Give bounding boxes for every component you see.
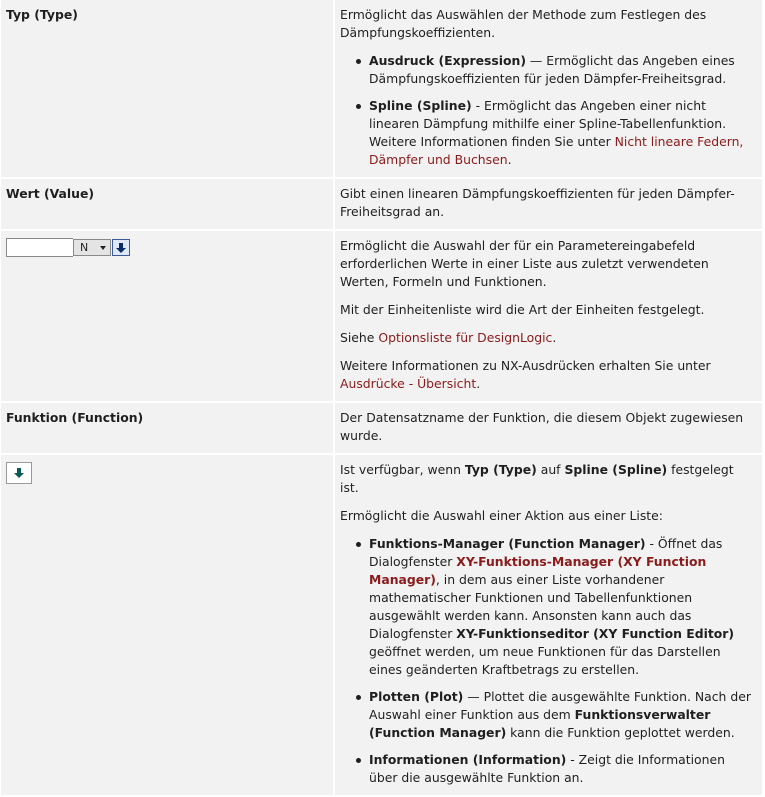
list-item <box>369 52 754 88</box>
item-text: kann die Funktion geplottet werden. <box>506 725 735 740</box>
text-span: Siehe <box>340 330 379 345</box>
text-span: . <box>552 330 557 345</box>
text-span: Ist verfügbar, wenn <box>340 462 465 477</box>
item-term: XY-Funktionseditor (XY Function Editor) <box>456 626 735 641</box>
item-text: , in dem aus einer Liste vorhandener mathematischer Funktionen und Tabellenfunktionen ausgewählt werden kann. Ansonsten kann auch das Dialogfenster <box>369 572 693 641</box>
item-term: Plotten (Plot) <box>369 689 464 704</box>
option-description <box>335 403 762 453</box>
arrow-down-icon <box>115 242 127 254</box>
description-text: Mit der Einheitenliste wird die Art der Einheiten festgelegt. <box>340 302 705 317</box>
designlogic-options-link[interactable]: Optionsliste für DesignLogic <box>378 330 553 345</box>
item-term: Funktions-Manager (Function Manager) <box>369 536 646 551</box>
table-row <box>1 0 762 177</box>
unit-value: N <box>80 240 89 254</box>
xy-function-manager-link[interactable]: XY-Funktions-Manager (XY Function Manager) <box>369 554 707 587</box>
description-text <box>340 461 754 497</box>
item-text: — Plottet die ausgewählte Funktion. Nach der Auswahl einer Funktion aus dem <box>369 689 751 722</box>
text-span: . <box>476 376 481 391</box>
item-text: geöffnet werden, um neue Funktionen für das Darstellen eines geänderten Kraftbetrags zu erstellen. <box>369 644 721 677</box>
option-description <box>335 179 762 229</box>
function-menu-button[interactable] <box>6 462 32 484</box>
unit-dropdown[interactable] <box>73 239 111 256</box>
item-term: Spline (Spline) <box>369 98 472 113</box>
option-name: Typ (Type) <box>1 0 333 177</box>
item-text: - Ermöglicht das Angeben einer nicht linearen Dämpfung mithilfe einer Spline-Tabellenfunktion. Weitere Informationen finden Sie unter <box>369 98 727 149</box>
text-span: festgelegt ist. <box>340 462 734 495</box>
description-text <box>340 329 754 347</box>
option-description <box>335 0 762 177</box>
item-text: - Öffnet das Dialogfenster <box>369 536 723 569</box>
expressions-overview-link[interactable]: Ausdrücke - Übersicht <box>340 376 477 391</box>
arrow-down-icon <box>13 467 25 479</box>
item-term: Ausdruck (Expression) <box>369 53 526 68</box>
table-row <box>1 455 762 795</box>
value-input[interactable] <box>6 238 73 257</box>
option-name: Wert (Value) <box>1 179 333 229</box>
list-item <box>369 535 754 679</box>
description-text: Ermöglicht die Auswahl einer Aktion aus einer Liste: <box>340 508 663 523</box>
description-text: Der Datensatzname der Funktion, die diesem Objekt zugewiesen wurde. <box>340 410 744 443</box>
option-name: Funktion (Function) <box>1 403 333 453</box>
expression-widget <box>6 238 327 257</box>
option-description <box>335 455 762 795</box>
chevron-down-icon <box>100 246 106 250</box>
bullet-list <box>340 535 754 787</box>
list-item <box>369 751 754 787</box>
item-term: Informationen (Information) <box>369 752 567 767</box>
item-text: — Ermöglicht das Angeben eines Dämpfungskoeffizienten für jeden Dämpfer-Freiheitsgrad. <box>369 53 735 86</box>
nonlinear-springs-link[interactable]: Nicht lineare Federn, Dämpfer und Buchsen <box>369 134 744 167</box>
item-text: - Zeigt die Informationen über die ausgewählte Funktion an. <box>369 752 725 785</box>
option-widget-cell <box>1 231 333 401</box>
table-row <box>1 231 762 401</box>
bullet-list <box>340 52 754 169</box>
table-row <box>1 403 762 453</box>
item-term: Funktionsverwalter (Function Manager) <box>369 707 711 740</box>
item-text-end: . <box>507 152 512 167</box>
description-text <box>340 357 754 393</box>
description-text: Ermöglicht die Auswahl der für ein Parametereingabefeld erforderlichen Werte in einer Liste aus zuletzt verwendeten Werten, Formeln und Funktionen. <box>340 238 709 289</box>
description-text: Ermöglicht das Auswählen der Methode zum Festlegen des Dämpfungskoeffizienten. <box>340 7 707 40</box>
text-span: auf <box>536 462 565 477</box>
text-bold: Spline (Spline) <box>564 462 668 477</box>
text-span: Weitere Informationen zu NX-Ausdrücken erhalten Sie unter <box>340 358 711 373</box>
option-widget-cell <box>1 455 333 795</box>
expression-menu-button[interactable] <box>112 239 130 256</box>
table-row <box>1 179 762 229</box>
text-bold: Typ (Type) <box>464 462 537 477</box>
list-item <box>369 688 754 742</box>
option-description <box>335 231 762 401</box>
description-text: Gibt einen linearen Dämpfungskoeffizienten für jeden Dämpfer-Freiheitsgrad an. <box>340 186 735 219</box>
list-item <box>369 97 754 169</box>
